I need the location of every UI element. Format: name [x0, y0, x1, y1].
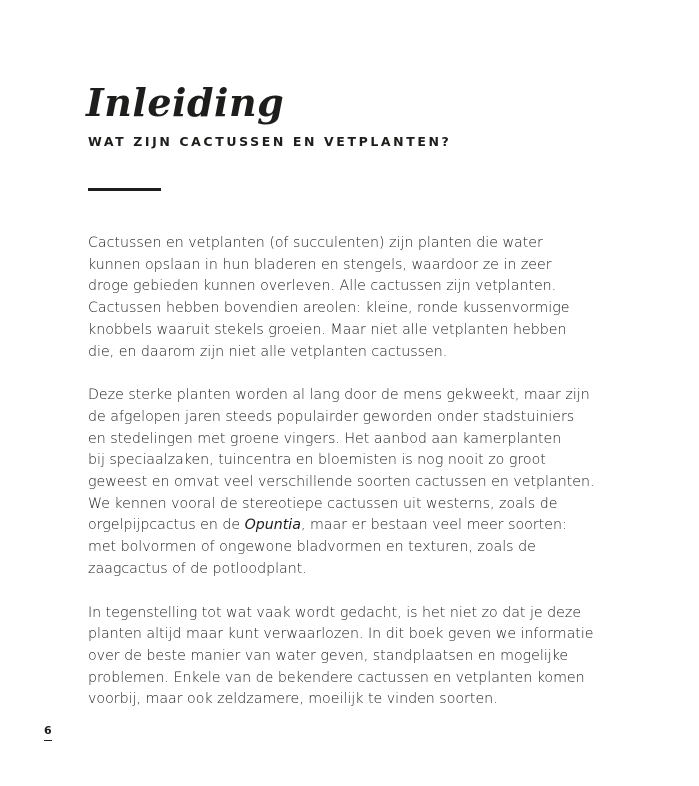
text-line: met bolvormen of ongewone bladvormen en texturen, zoals de — [88, 539, 536, 556]
text-line: de afgelopen jaren steeds populairder geworden onder stadstuiniers — [88, 408, 575, 425]
text-line: kunnen opslaan in hun bladeren en stengels, waardoor ze in zeer — [88, 256, 552, 273]
text-line: knobbels waaruit stekels groeien. Maar niet alle vetplanten hebben — [88, 321, 567, 338]
text-line: problemen. Enkele van de bekendere cactussen en vetplanten komen — [88, 669, 585, 686]
text-line: die, en daarom zijn niet alle vetplanten cactussen. — [88, 343, 448, 360]
paragraph-3 — [88, 603, 628, 712]
text-line: geweest en omvat veel verschillende soorten cactussen en vetplanten. — [88, 474, 595, 491]
text-line: Cactussen en vetplanten (of succulenten) zijn planten die water — [88, 235, 543, 251]
chapter-subtitle: WAT ZIJN CACTUSSEN EN VETPLANTEN? — [88, 134, 452, 149]
body-text — [88, 233, 628, 733]
italic-term: Opuntia — [244, 517, 301, 534]
text-line — [88, 515, 628, 537]
text-line: Deze sterke planten worden al lang door de mens gekweekt, maar zijn — [88, 387, 590, 404]
chapter-title: Inleiding — [86, 80, 285, 125]
title-divider — [88, 188, 161, 191]
text-line: voorbij, maar ook zeldzamere, moeilijk te vinden soorten. — [88, 691, 498, 708]
paragraph-1 — [88, 233, 628, 363]
text-line: droge gebieden kunnen overleven. Alle cactussen zijn vetplanten. — [88, 278, 557, 295]
page-number: 6 — [44, 724, 52, 741]
text-line: zaagcactus of de potloodplant. — [88, 560, 307, 577]
text-segment: , maar er bestaan veel meer soorten: — [300, 517, 567, 534]
text-line: In tegenstelling tot wat vaak wordt gedacht, is het niet zo dat je deze — [88, 604, 582, 621]
text-line: bij speciaalzaken, tuincentra en bloemisten is nog nooit zo groot — [88, 452, 546, 469]
text-line: en stedelingen met groene vingers. Het aanbod aan kamerplanten — [88, 430, 562, 447]
text-segment: orgelpijpcactus en de — [88, 517, 245, 534]
text-line: planten altijd maar kunt verwaarlozen. In dit boek geven we informatie — [88, 626, 594, 643]
text-line: We kennen vooral de stereotiepe cactussen uit westerns, zoals de — [88, 495, 558, 512]
text-line: over de beste manier van water geven, standplaatsen en mogelijke — [88, 647, 569, 664]
text-line: Cactussen hebben bovendien areolen: kleine, ronde kussenvormige — [88, 300, 570, 317]
paragraph-2 — [88, 385, 628, 580]
